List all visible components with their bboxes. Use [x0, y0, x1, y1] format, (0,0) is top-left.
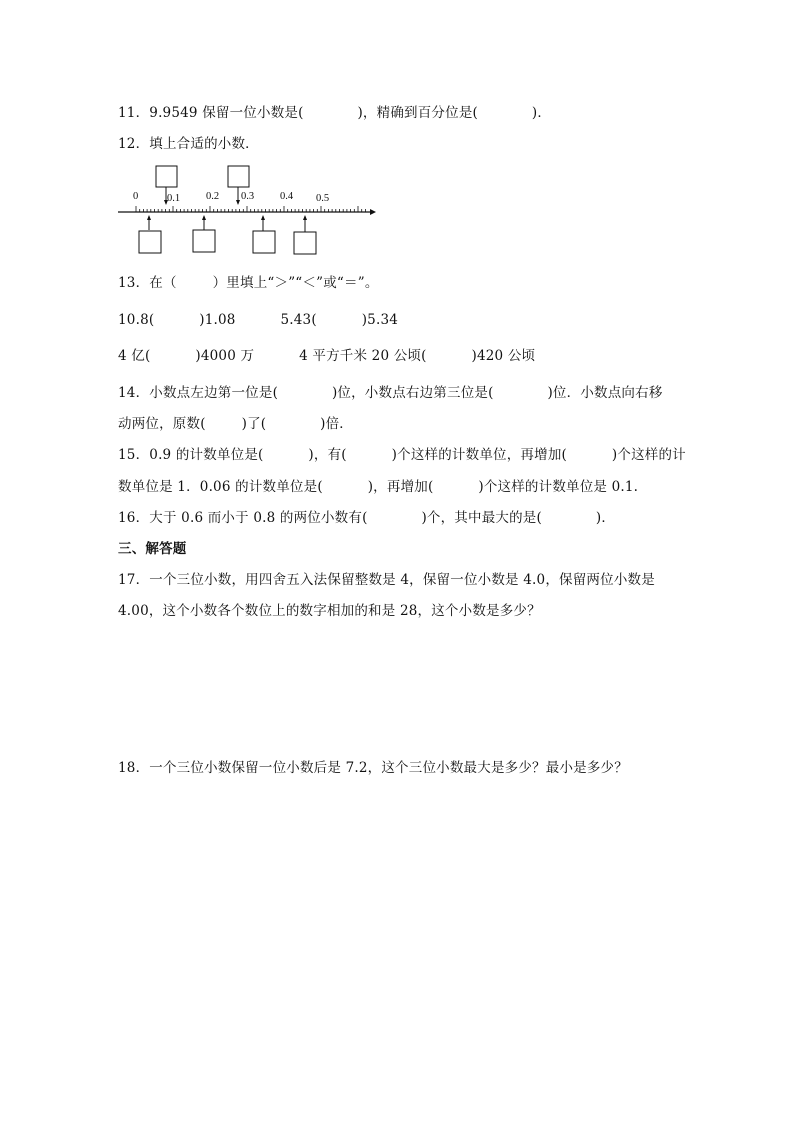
question-14-line-2: 动两位，原数( )了( )倍．: [118, 416, 353, 432]
question-17-line-2: 4.00，这个小数各个数位上的数字相加的和是 28，这个小数是多少？: [118, 603, 541, 619]
question-11: 11．9.9549 保留一位小数是( )，精确到百分位是( )．: [118, 105, 552, 121]
question-15-line-1: 15．0.9 的计数单位是( )，有( )个这样的计数单位，再增加( )个这样的计: [118, 447, 686, 463]
tick-label-0.1: 0.1: [167, 193, 181, 204]
arrow-top-2-head: [236, 200, 240, 205]
tick-label-0.5: 0.5: [316, 193, 330, 204]
question-12: 12．填上合适的小数．: [118, 136, 259, 152]
arrow-bottom-3-head: [261, 215, 265, 220]
question-17-line-1: 17．一个三位小数，用四舍五入法保留整数是 4，保留一位小数是 4.0，保留两位小数是: [118, 572, 655, 588]
question-13-row-2: 4 亿( )4000 万 4 平方千米 20 公顷( )420 公顷: [118, 348, 536, 364]
number-line-figure: [118, 160, 380, 256]
arrow-bottom-2-head: [202, 215, 206, 220]
answer-box-top-1[interactable]: [156, 166, 177, 187]
axis-arrow-head: [370, 209, 376, 215]
question-15-line-2: 数单位是 1．0.06 的计数单位是( )，再增加( )个这样的计数单位是 0.1.: [118, 479, 639, 495]
answer-box-bottom-1[interactable]: [139, 231, 161, 253]
question-18: 18．一个三位小数保留一位小数后是 7.2，这个三位小数最大是多少？最小是多少？: [118, 760, 628, 776]
question-13: 13．在（ ）里填上“＞”“＜”或“＝”。: [118, 275, 379, 291]
tick-label-0: 0: [133, 191, 139, 202]
answer-box-bottom-2[interactable]: [193, 230, 215, 252]
arrow-bottom-4-head: [303, 215, 307, 220]
section-3-heading: 三、解答题: [118, 541, 187, 557]
question-16: 16．大于 0.6 而小于 0.8 的两位小数有( )个，其中最大的是( )．: [118, 510, 616, 526]
number-line-ticks: [136, 206, 365, 212]
answer-box-top-2[interactable]: [228, 166, 249, 187]
answer-box-bottom-3[interactable]: [253, 231, 275, 253]
answer-box-bottom-4[interactable]: [294, 232, 316, 254]
tick-label-0.2: 0.2: [206, 191, 220, 202]
question-13-row-1: 10.8( )1.08 5.43( )5.34: [118, 312, 399, 328]
tick-label-0.4: 0.4: [280, 191, 294, 202]
arrow-bottom-1-head: [147, 215, 151, 220]
question-14-line-1: 14．小数点左边第一位是( )位，小数点右边第三位是( )位．小数点向右移: [118, 385, 663, 401]
tick-label-0.3: 0.3: [241, 191, 255, 202]
